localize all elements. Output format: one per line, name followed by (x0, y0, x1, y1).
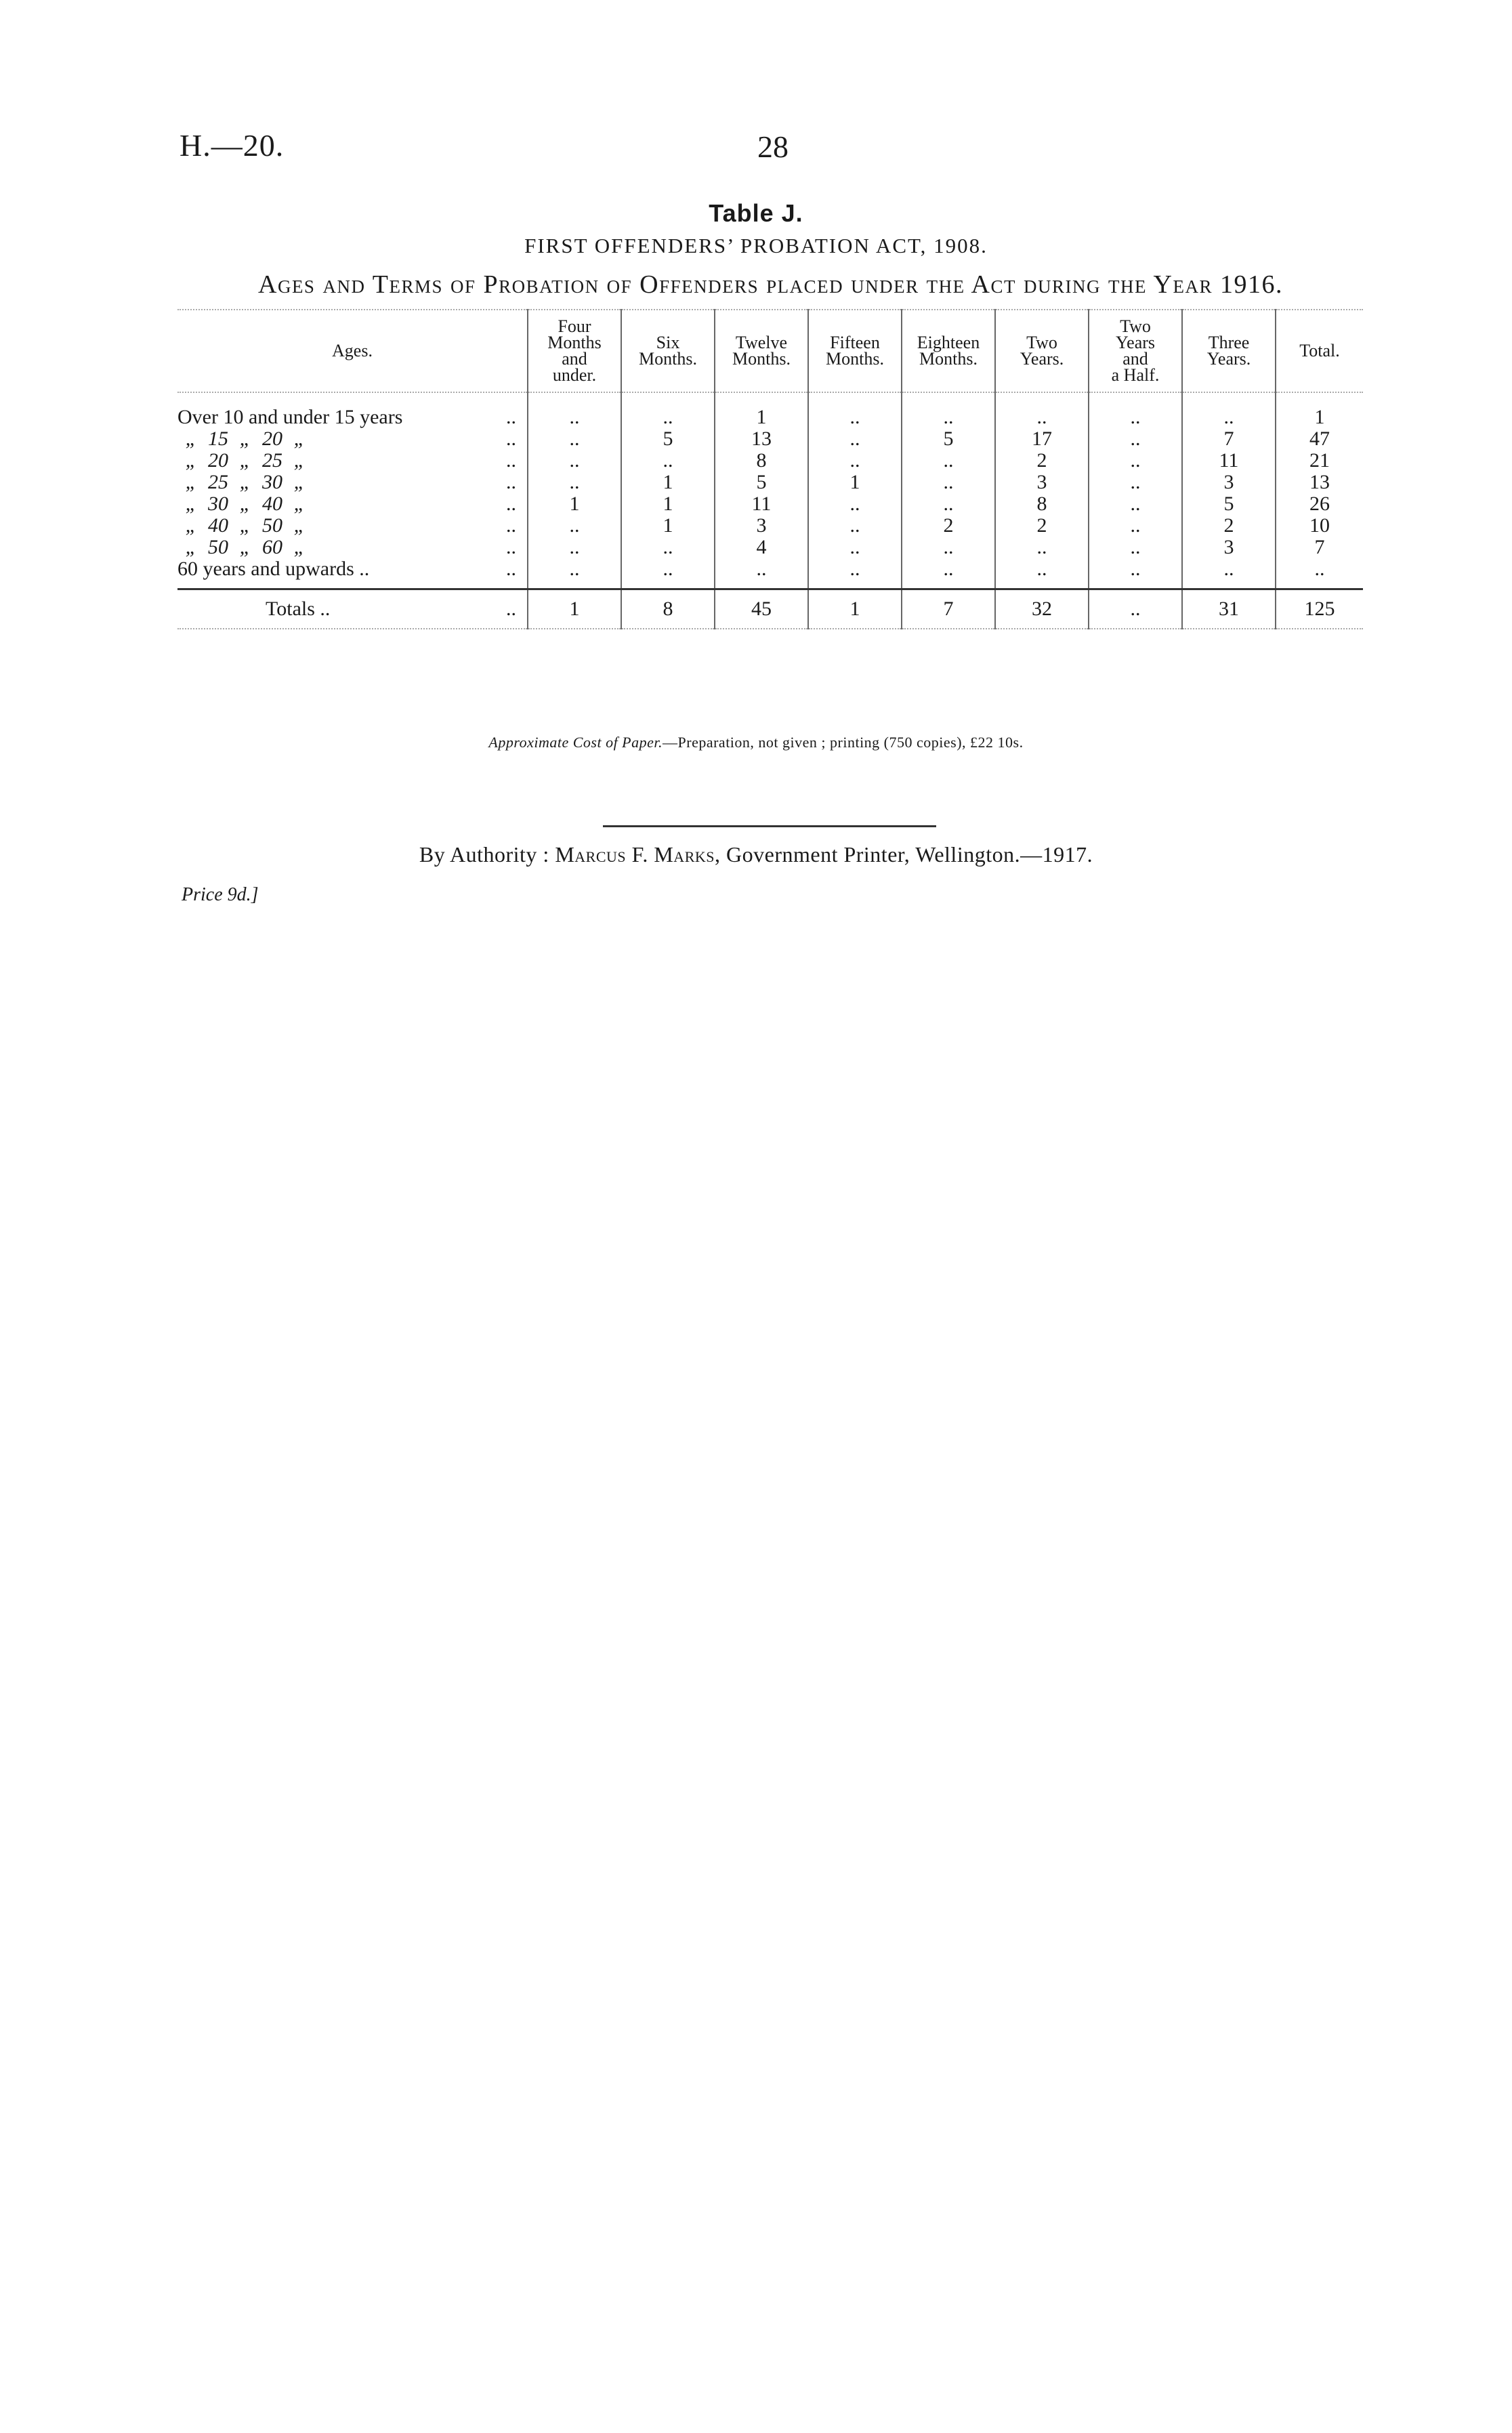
age-part: „ (185, 514, 197, 537)
age-part: „ (185, 536, 197, 558)
age-part: „ (239, 514, 251, 537)
value-cell: .. (1089, 472, 1182, 493)
value-cell: 2 (1182, 515, 1276, 537)
value-cell: .. (902, 558, 995, 589)
probation-table (177, 309, 1363, 629)
age-label: Over 10 and under 15 years (177, 406, 403, 428)
totals-label-text: Totals .. (266, 598, 331, 620)
total-cell: 32 (995, 589, 1089, 629)
price-note: Price 9d.] (182, 884, 259, 905)
leader-dots: .. (506, 406, 516, 428)
age-part: „ (293, 514, 306, 537)
value-cell: 2 (995, 450, 1089, 472)
column-header-line: Three (1208, 333, 1250, 352)
total-cell: 45 (715, 589, 808, 629)
total-cell: 125 (1276, 589, 1363, 629)
age-part: 20 (262, 428, 282, 450)
leader-dots: .. (506, 514, 516, 537)
column-header-line: and (1122, 349, 1148, 369)
value-cell: 1 (621, 472, 715, 493)
column-header-line: Two (1026, 333, 1057, 352)
column-header-line: Six (656, 333, 680, 352)
value-cell: 3 (1182, 537, 1276, 558)
value-cell: .. (1276, 558, 1363, 589)
value-cell: .. (808, 428, 902, 450)
value-cell: 1 (621, 493, 715, 515)
value-cell: 1 (621, 515, 715, 537)
age-cell (177, 515, 528, 537)
value-cell: 17 (995, 428, 1089, 450)
column-header (1276, 310, 1363, 392)
value-cell: 1 (1276, 392, 1363, 428)
value-cell: 7 (1182, 428, 1276, 450)
table-row (177, 537, 1363, 558)
column-header-line: and (562, 349, 587, 369)
value-cell: 3 (995, 472, 1089, 493)
totals-row (177, 589, 1363, 629)
age-part: 50 (262, 514, 282, 537)
value-cell: 21 (1276, 450, 1363, 472)
leader-dots: .. (506, 598, 516, 620)
column-header (995, 310, 1089, 392)
value-cell: 26 (1276, 493, 1363, 515)
age-part: 20 (208, 449, 228, 472)
value-cell: .. (902, 493, 995, 515)
value-cell: .. (528, 558, 621, 589)
value-cell: .. (995, 392, 1089, 428)
value-cell: .. (621, 450, 715, 472)
leader-dots: .. (506, 536, 516, 558)
totals-label (177, 589, 528, 629)
age-part: „ (293, 493, 306, 515)
printer-imprint (0, 842, 1512, 867)
age-part: „ (239, 493, 251, 515)
age-part: „ (239, 428, 251, 450)
age-part: „ (293, 449, 306, 472)
column-header (808, 310, 902, 392)
value-cell: 2 (995, 515, 1089, 537)
value-cell: .. (902, 472, 995, 493)
value-cell: .. (808, 537, 902, 558)
column-header-line: Years (1115, 333, 1156, 352)
column-header-line: Four (558, 316, 591, 336)
column-header-line: Months. (826, 349, 884, 369)
value-cell: .. (1182, 392, 1276, 428)
value-cell: 3 (715, 515, 808, 537)
imprint-prefix: By Authority : (419, 842, 555, 867)
value-cell: .. (995, 558, 1089, 589)
act-title: FIRST OFFENDERS’ PROBATION ACT, 1908. (524, 234, 988, 257)
value-cell: 4 (715, 537, 808, 558)
column-header-line: Eighteen (917, 333, 980, 352)
column-header-line: Years. (1206, 349, 1251, 369)
age-cell (177, 558, 528, 589)
value-cell: .. (902, 537, 995, 558)
divider-rule (603, 825, 936, 827)
value-cell: .. (528, 428, 621, 450)
age-part: 60 (262, 536, 282, 558)
value-cell: 5 (1182, 493, 1276, 515)
column-header-line: Months. (639, 349, 697, 369)
table-row (177, 558, 1363, 589)
age-label: 60 years and upwards .. (177, 558, 370, 580)
column-header-line: Months (547, 333, 602, 352)
column-header (715, 310, 808, 392)
column-header (177, 310, 528, 392)
age-part: 30 (262, 471, 282, 493)
table-row (177, 428, 1363, 450)
age-part: „ (239, 449, 251, 472)
value-cell: 8 (995, 493, 1089, 515)
age-part: „ (293, 428, 306, 450)
value-cell: .. (1089, 428, 1182, 450)
age-part: „ (185, 449, 197, 472)
age-part: 40 (262, 493, 282, 515)
column-header (621, 310, 715, 392)
leader-dots: .. (506, 449, 516, 472)
age-part: „ (293, 471, 306, 493)
table-title: Ages and Terms of Probation of Offenders placed under the Act during the Year 1916. (258, 270, 1283, 299)
value-cell: 1 (808, 472, 902, 493)
cost-note (0, 734, 1512, 751)
value-cell: 11 (1182, 450, 1276, 472)
value-cell: .. (1089, 392, 1182, 428)
value-cell: 7 (1276, 537, 1363, 558)
value-cell: 10 (1276, 515, 1363, 537)
value-cell: .. (902, 450, 995, 472)
page-number: 28 (757, 129, 789, 164)
value-cell: .. (621, 392, 715, 428)
value-cell: .. (808, 493, 902, 515)
column-header-line: under. (552, 365, 597, 385)
age-part: 30 (208, 493, 228, 515)
age-part: „ (239, 471, 251, 493)
column-header-line: a Half. (1111, 365, 1160, 385)
value-cell: .. (528, 450, 621, 472)
value-cell: .. (1089, 558, 1182, 589)
table-header-row (177, 310, 1363, 392)
value-cell: .. (808, 392, 902, 428)
imprint-suffix: , Government Printer, Wellington.—1917. (715, 842, 1093, 867)
age-part: „ (185, 428, 197, 450)
value-cell: .. (808, 515, 902, 537)
column-header-line: Months. (732, 349, 791, 369)
leader-dots: .. (506, 558, 516, 580)
value-cell: 2 (902, 515, 995, 537)
value-cell: 11 (715, 493, 808, 515)
value-cell: .. (1182, 558, 1276, 589)
value-cell: .. (621, 558, 715, 589)
value-cell: 47 (1276, 428, 1363, 450)
column-header-line: Total. (1299, 341, 1340, 360)
total-cell: 31 (1182, 589, 1276, 629)
value-cell: 13 (715, 428, 808, 450)
age-cell (177, 450, 528, 472)
value-cell: .. (902, 392, 995, 428)
age-part: „ (185, 471, 197, 493)
leader-dots: .. (506, 428, 516, 450)
value-cell: .. (528, 537, 621, 558)
leader-dots: .. (506, 493, 516, 515)
total-cell: .. (1089, 589, 1182, 629)
age-part: 25 (208, 471, 228, 493)
value-cell: .. (1089, 515, 1182, 537)
table-row (177, 450, 1363, 472)
value-cell: .. (528, 392, 621, 428)
column-header-line: Months. (919, 349, 978, 369)
age-cell (177, 428, 528, 450)
total-cell: 8 (621, 589, 715, 629)
column-header (902, 310, 995, 392)
value-cell: 1 (715, 392, 808, 428)
value-cell: 8 (715, 450, 808, 472)
total-cell: 1 (528, 589, 621, 629)
total-cell: 1 (808, 589, 902, 629)
age-part: „ (239, 536, 251, 558)
value-cell: .. (528, 472, 621, 493)
table-label: Table J. (709, 199, 803, 227)
value-cell: .. (621, 537, 715, 558)
column-header-line: Years. (1020, 349, 1064, 369)
leader-dots: .. (506, 471, 516, 493)
column-header-line: Fifteen (830, 333, 880, 352)
age-cell (177, 392, 528, 428)
age-part: 15 (208, 428, 228, 450)
document-id: H.—20. (180, 128, 285, 163)
value-cell: .. (1089, 493, 1182, 515)
value-cell: 5 (715, 472, 808, 493)
value-cell: 13 (1276, 472, 1363, 493)
value-cell: .. (528, 515, 621, 537)
value-cell: .. (808, 558, 902, 589)
age-cell (177, 472, 528, 493)
value-cell: .. (995, 537, 1089, 558)
age-part: 50 (208, 536, 228, 558)
column-header (528, 310, 621, 392)
age-part: 40 (208, 514, 228, 537)
age-part: 25 (262, 449, 282, 472)
table-row (177, 392, 1363, 428)
value-cell: 5 (902, 428, 995, 450)
cost-note-text: —Preparation, not given ; printing (750 copies), £22 10s. (663, 734, 1024, 751)
age-cell (177, 537, 528, 558)
age-cell (177, 493, 528, 515)
age-part: „ (293, 536, 306, 558)
value-cell: .. (808, 450, 902, 472)
column-header (1089, 310, 1182, 392)
value-cell: 5 (621, 428, 715, 450)
total-cell: 7 (902, 589, 995, 629)
cost-note-label: Approximate Cost of Paper. (488, 734, 663, 751)
value-cell: .. (1089, 450, 1182, 472)
column-header-line: Twelve (735, 333, 788, 352)
value-cell: .. (715, 558, 808, 589)
column-header-line: Two (1120, 316, 1151, 336)
column-header (1182, 310, 1276, 392)
table-row (177, 472, 1363, 493)
value-cell: .. (1089, 537, 1182, 558)
age-part: „ (185, 493, 197, 515)
value-cell: 3 (1182, 472, 1276, 493)
printer-name: Marcus F. Marks (555, 842, 715, 867)
table-row (177, 515, 1363, 537)
column-header-line: Ages. (332, 341, 373, 360)
value-cell: 1 (528, 493, 621, 515)
table-row (177, 493, 1363, 515)
